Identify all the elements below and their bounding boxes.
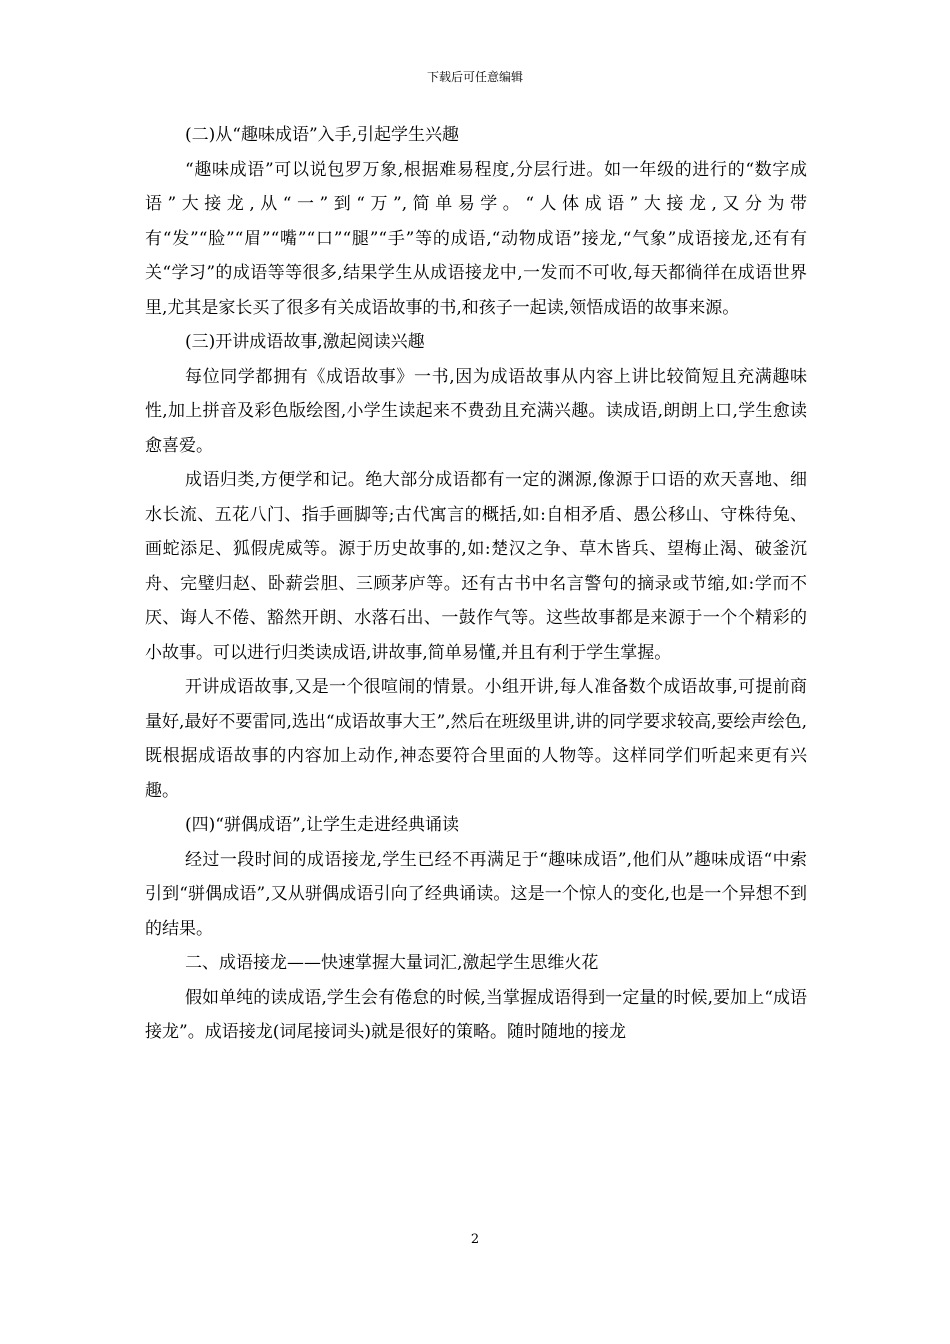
section-heading: (三)开讲成语故事,激起阅读兴趣: [185, 332, 425, 352]
paragraph: 假如单纯的读成语,学生会有倦怠的时候,当掌握成语得到一定量的时候,要加上“成语接龙”。成语接龙(词尾接词头)就是很好的策略。随时随地的接龙: [145, 987, 807, 1042]
paragraph: 开讲成语故事,又是一个很喧闹的情景。小组开讲,每人准备数个成语故事,可提前商量好,最好不要雷同,选出“成语故事大王”,然后在班级里讲,讲的同学要求较高,要绘声绘色,既根据成语故事的内容加上动作,神态要符合里面的人物等。这样同学们听起来更有兴趣。: [145, 677, 807, 801]
paragraph: “趣味成语”可以说包罗万象,根据难易程度,分层行进。如一年级的进行的“数字成语”大接龙,从“一”到“万”,简单易学。“人体成语”大接龙,又分为带有“发”“脸”“眉”“嘴”“口”“腿”“手”等的成语,“动物成语”接龙,“气象”成语接龙,还有有关“学习”的成语等等很多,结果学生从成语接龙中,一发而不可收,每天都徜徉在成语世界里,尤其是家长买了很多有关成语故事的书,和孩子一起读,领悟成语的故事来源。: [145, 159, 807, 318]
header-note: 下载后可任意编辑: [426, 70, 523, 84]
section-heading: (二)从“趣味成语”入手,引起学生兴趣: [185, 125, 460, 145]
paragraph: 经过一段时间的成语接龙,学生已经不再满足于“趣味成语”,他们从”趣味成语“中索引到“骈偶成语”,又从骈偶成语引向了经典诵读。这是一个惊人的变化,也是一个异想不到的结果。: [145, 849, 807, 939]
body-text: [145, 118, 807, 1050]
paragraph: 每位同学都拥有《成语故事》一书,因为成语故事从内容上讲比较简短且充满趣味性,加上拼音及彩色版绘图,小学生读起来不费劲且充满兴趣。读成语,朗朗上口,学生愈读愈喜爱。: [145, 366, 807, 456]
section-heading: 二、成语接龙——快速掌握大量词汇,激起学生思维火花: [185, 953, 599, 973]
paragraph: 成语归类,方便学和记。绝大部分成语都有一定的渊源,像源于口语的欢天喜地、细水长流、五花八门、指手画脚等;古代寓言的概括,如:自相矛盾、愚公移山、守株待兔、画蛇添足、狐假虎威等。源于历史故事的,如:楚汉之争、草木皆兵、望梅止渴、破釜沉舟、完璧归赵、卧薪尝胆、三顾茅庐等。还有古书中名言警句的摘录或节缩,如:学而不厌、诲人不倦、豁然开朗、水落石出、一鼓作气等。这些故事都是来源于一个个精彩的小故事。可以进行归类读成语,讲故事,简单易懂,并且有利于学生掌握。: [145, 470, 807, 663]
section-heading: (四)“骈偶成语”,让学生走进经典诵读: [185, 815, 460, 835]
page-number: 2: [470, 1232, 480, 1247]
